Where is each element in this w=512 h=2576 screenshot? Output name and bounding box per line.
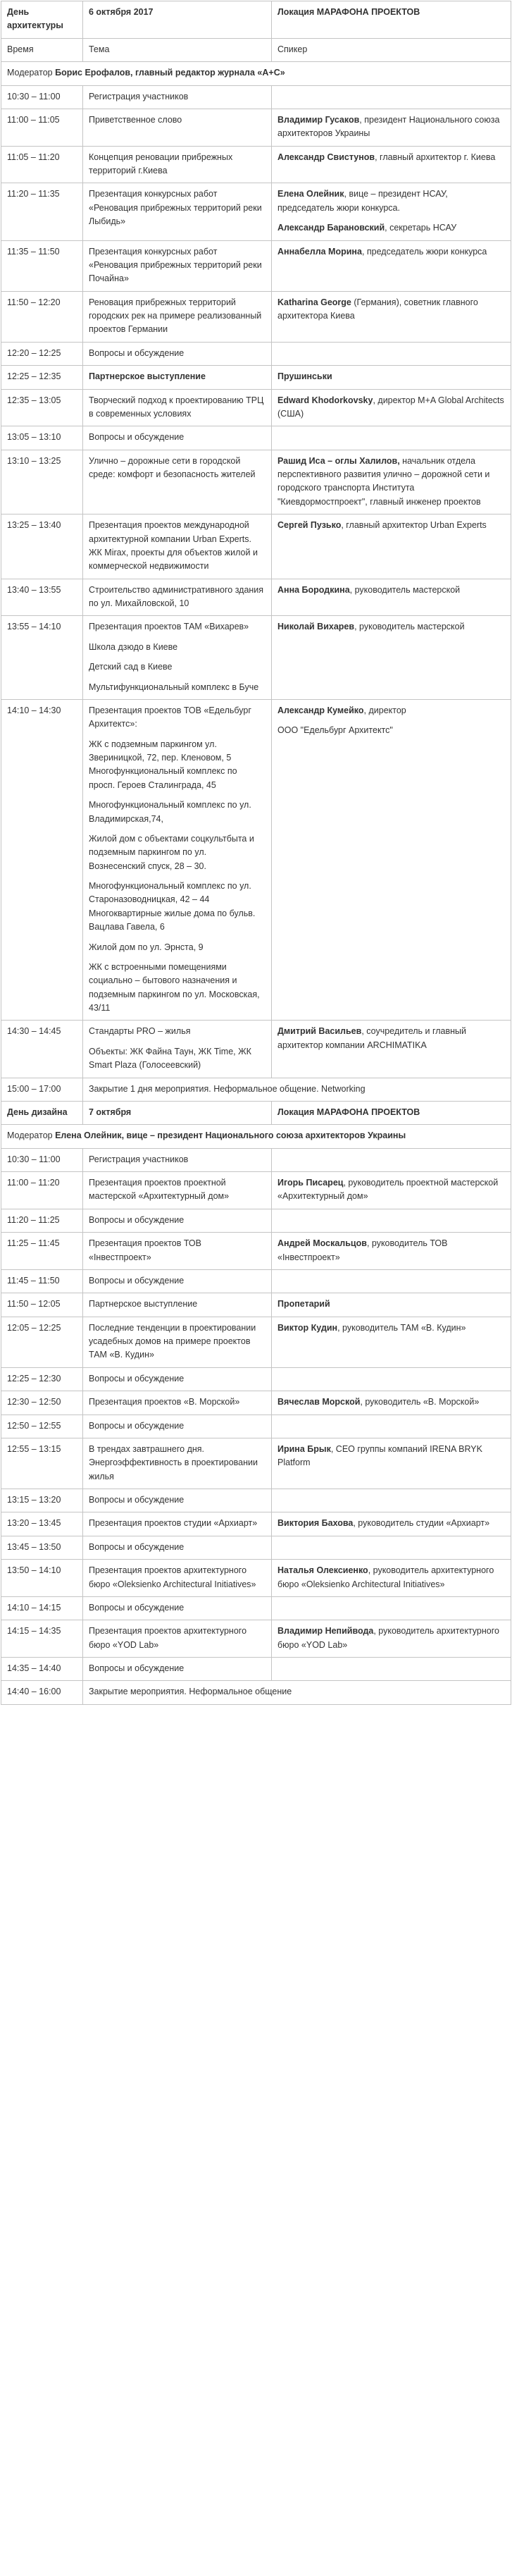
speaker-entry bbox=[277, 620, 505, 634]
schedule-row bbox=[1, 1560, 511, 1597]
schedule-row bbox=[1, 1489, 511, 1512]
session-time: 11:50 – 12:20 bbox=[1, 291, 83, 342]
schedule-row bbox=[1, 1233, 511, 1270]
speaker-name: Рашид Иса – оглы Халилов, bbox=[277, 455, 400, 466]
schedule-row bbox=[1, 1658, 511, 1681]
speaker-name: Виктор Кудин bbox=[277, 1322, 338, 1333]
schedule-row bbox=[1, 1391, 511, 1415]
speaker-name: Игорь Писарец bbox=[277, 1178, 344, 1188]
session-topic: Вопросы и обсуждение bbox=[83, 1415, 272, 1438]
session-time: 11:20 – 11:25 bbox=[1, 1209, 83, 1232]
session-speaker bbox=[272, 1293, 511, 1317]
session-topic: Презентация проектов проектной мастерской «Архитектурный дом» bbox=[83, 1172, 272, 1209]
session-topic: Вопросы и обсуждение bbox=[83, 1658, 272, 1681]
session-topic: Концепция реновации прибрежных территорий г.Киева bbox=[83, 146, 272, 183]
schedule-row bbox=[1, 291, 511, 342]
session-time: 13:10 – 13:25 bbox=[1, 450, 83, 514]
topic-line: Презентация проектов ТАМ «Вихарев» bbox=[89, 622, 249, 632]
session-topic: В трендах завтрашнего дня. Энергоэффективность в проектировании жилья bbox=[83, 1438, 272, 1489]
schedule-row bbox=[1, 342, 511, 365]
session-speaker bbox=[272, 1148, 511, 1171]
schedule-row bbox=[1, 146, 511, 183]
speaker-name: Пропетарий bbox=[277, 1299, 330, 1309]
speaker-name: Katharina George bbox=[277, 297, 351, 307]
moderator-name: Елена Олейник, вице – президент Национального союза архитекторов Украины bbox=[55, 1130, 406, 1141]
moderator-cell bbox=[1, 62, 511, 85]
speaker-name: Дмитрий Васильев bbox=[277, 1026, 362, 1037]
speaker-name: Вячеслав Морской bbox=[277, 1397, 361, 1407]
column-header-row bbox=[1, 38, 511, 61]
session-topic: Строительство административного здания по ул. Михайловской, 10 bbox=[83, 579, 272, 616]
speaker-entry bbox=[277, 1321, 505, 1335]
speaker-entry bbox=[277, 1395, 505, 1409]
session-time: 14:30 – 14:45 bbox=[1, 1021, 83, 1078]
session-topic: Вопросы и обсуждение bbox=[83, 1269, 272, 1293]
schedule-table bbox=[1, 1, 511, 1705]
speaker-name: Наталья Олексиенко bbox=[277, 1565, 368, 1576]
session-time: 11:25 – 11:45 bbox=[1, 1233, 83, 1270]
speaker-entry bbox=[277, 1517, 505, 1530]
speaker-name: Сергей Пузько bbox=[277, 520, 342, 531]
session-topic: Вопросы и обсуждение bbox=[83, 1596, 272, 1620]
schedule-row bbox=[1, 1596, 511, 1620]
speaker-role: ООО "Едельбург Архитектс" bbox=[277, 725, 393, 736]
session-speaker bbox=[272, 1233, 511, 1270]
speaker-role: , CEO группы компаний IRENA BRYK Platform bbox=[277, 1443, 482, 1468]
session-topic: Презентация проектов ТОВ «Інвестпроект» bbox=[83, 1233, 272, 1270]
schedule-row bbox=[1, 1317, 511, 1367]
speaker-role: , соучредитель и главный архитектор компании ARCHIMATIKA bbox=[277, 1026, 467, 1050]
session-speaker bbox=[272, 291, 511, 342]
speaker-role: , вице – президент НСАУ, председатель жюри конкурса. bbox=[277, 189, 448, 213]
speaker-entry bbox=[277, 584, 505, 597]
session-topic bbox=[83, 1021, 272, 1078]
day-date: 6 октября 2017 bbox=[83, 1, 272, 39]
speaker-name: Edward Khodorkovsky bbox=[277, 395, 373, 405]
session-speaker bbox=[272, 1560, 511, 1597]
day-location: Локация МАРАФОНА ПРОЕКТОВ bbox=[272, 1101, 511, 1124]
speaker-entry bbox=[277, 724, 505, 737]
topic-line: Жилой дом с объектами соцкультбыта и подземным паркингом по ул. Вознесенский спуск, 28 – 30. bbox=[89, 833, 254, 871]
speaker-role: , председатель жюри конкурса bbox=[361, 246, 487, 257]
topic-line: Жилой дом по ул. Эрнста, 9 bbox=[89, 942, 204, 952]
speaker-entry bbox=[277, 1443, 505, 1470]
session-time: 11:50 – 12:05 bbox=[1, 1293, 83, 1317]
schedule-row bbox=[1, 1078, 511, 1101]
session-topic: Презентация проектов архитектурного бюро «YOD Lab» bbox=[83, 1620, 272, 1658]
day-location: Локация МАРАФОНА ПРОЕКТОВ bbox=[272, 1, 511, 39]
schedule-row bbox=[1, 1148, 511, 1171]
topic-line: ЖК с встроенными помещениями социально – бытового назначения и подземным паркингом по ул. Московская, 43/11 bbox=[89, 961, 260, 1013]
schedule-row bbox=[1, 366, 511, 389]
session-topic: Улично – дорожные сети в городской среде: комфорт и безопасность жителей bbox=[83, 450, 272, 514]
session-topic: Презентация проектов международной архитектурной компании Urban Experts. ЖК Mirax, проекты для объектов жилой и коммерческой недвижимости bbox=[83, 514, 272, 579]
session-speaker bbox=[272, 699, 511, 1021]
session-topic: Последние тенденции в проектировании усадебных домов на примере проектов ТАМ «В. Кудин» bbox=[83, 1317, 272, 1367]
session-speaker bbox=[272, 1021, 511, 1078]
speaker-entry bbox=[277, 296, 505, 323]
speaker-entry bbox=[277, 370, 505, 383]
speaker-name: Виктория Бахова bbox=[277, 1518, 354, 1529]
speaker-name: Владимир Гусаков bbox=[277, 114, 360, 125]
session-time: 12:25 – 12:35 bbox=[1, 366, 83, 389]
speaker-name: Анна Бородкина bbox=[277, 584, 350, 595]
schedule-row bbox=[1, 1172, 511, 1209]
session-topic bbox=[83, 616, 272, 700]
speaker-entry bbox=[277, 221, 505, 235]
day-header-row bbox=[1, 1, 511, 39]
session-time: 13:25 – 13:40 bbox=[1, 514, 83, 579]
speaker-entry bbox=[277, 151, 505, 164]
session-time: 12:50 – 12:55 bbox=[1, 1415, 83, 1438]
session-speaker bbox=[272, 426, 511, 450]
schedule-row bbox=[1, 1269, 511, 1293]
session-speaker bbox=[272, 1489, 511, 1512]
session-speaker bbox=[272, 1391, 511, 1415]
session-topic: Презентация проектов «В. Морской» bbox=[83, 1391, 272, 1415]
speaker-name: Аннабелла Морина bbox=[277, 246, 362, 257]
session-speaker bbox=[272, 183, 511, 240]
schedule-row bbox=[1, 1536, 511, 1559]
moderator-row bbox=[1, 1125, 511, 1148]
session-topic: Презентация проектов студии «Архиарт» bbox=[83, 1512, 272, 1536]
session-topic: Вопросы и обсуждение bbox=[83, 342, 272, 365]
speaker-name: Владимир Непийвода bbox=[277, 1626, 374, 1637]
topic-line: Детский сад в Киеве bbox=[89, 662, 173, 672]
speaker-name: Прушинськи bbox=[277, 371, 332, 382]
speaker-role: , руководитель ТАМ «В. Кудин» bbox=[337, 1322, 466, 1333]
speaker-entry bbox=[277, 113, 505, 141]
session-time: 10:30 – 11:00 bbox=[1, 1148, 83, 1171]
moderator-row bbox=[1, 62, 511, 85]
speaker-role: , руководитель студии «Архиарт» bbox=[353, 1518, 490, 1529]
schedule-row bbox=[1, 389, 511, 426]
session-topic: Реновация прибрежных территорий городских рек на примере реализованный проектов Германии bbox=[83, 291, 272, 342]
speaker-entry bbox=[277, 1176, 505, 1204]
speaker-name: Александр Кумейко bbox=[277, 705, 364, 715]
topic-line: Школа дзюдо в Киеве bbox=[89, 641, 178, 652]
speaker-role: , руководитель «В. Морской» bbox=[360, 1397, 480, 1407]
session-speaker bbox=[272, 1536, 511, 1559]
speaker-name: Ирина Брык bbox=[277, 1443, 331, 1454]
session-speaker bbox=[272, 1596, 511, 1620]
session-topic bbox=[83, 699, 272, 1021]
speaker-role: , главный архитектор Urban Experts bbox=[341, 520, 487, 531]
session-time: 12:30 – 12:50 bbox=[1, 1391, 83, 1415]
speaker-name: Андрей Москальцов bbox=[277, 1238, 367, 1249]
session-speaker bbox=[272, 1172, 511, 1209]
column-topic: Тема bbox=[83, 38, 272, 61]
speaker-role: , директор bbox=[363, 705, 406, 715]
speaker-role: , руководитель архитектурного бюро «Oleksienko Architectural Initiatives» bbox=[277, 1565, 494, 1589]
column-speaker: Спикер bbox=[272, 38, 511, 61]
topic-line: Многофункциональный комплекс по ул. Владимирская,74, bbox=[89, 800, 251, 824]
session-topic: Вопросы и обсуждение bbox=[83, 1489, 272, 1512]
session-speaker bbox=[272, 1512, 511, 1536]
schedule-row bbox=[1, 1681, 511, 1704]
session-time: 10:30 – 11:00 bbox=[1, 85, 83, 109]
speaker-role: , руководитель проектной мастерской «Архитектурный дом» bbox=[277, 1178, 499, 1202]
schedule-row bbox=[1, 183, 511, 240]
schedule-row bbox=[1, 1415, 511, 1438]
session-speaker bbox=[272, 1367, 511, 1391]
speaker-name: Александр Свистунов bbox=[277, 152, 375, 162]
schedule-row bbox=[1, 85, 511, 109]
speaker-entry bbox=[277, 1237, 505, 1264]
session-speaker bbox=[272, 1415, 511, 1438]
session-time: 13:05 – 13:10 bbox=[1, 426, 83, 450]
schedule-row bbox=[1, 450, 511, 514]
session-speaker bbox=[272, 1209, 511, 1232]
schedule-row bbox=[1, 1021, 511, 1078]
session-speaker bbox=[272, 366, 511, 389]
day-title: День архитектуры bbox=[1, 1, 83, 39]
session-topic: Вопросы и обсуждение bbox=[83, 1367, 272, 1391]
speaker-entry bbox=[277, 245, 505, 259]
moderator-prefix: Модератор bbox=[7, 1130, 56, 1141]
session-time: 14:40 – 16:00 bbox=[1, 1681, 83, 1704]
moderator-prefix: Модератор bbox=[7, 68, 56, 78]
session-time: 14:10 – 14:30 bbox=[1, 699, 83, 1021]
session-topic: Вопросы и обсуждение bbox=[83, 426, 272, 450]
session-time: 14:35 – 14:40 bbox=[1, 1658, 83, 1681]
session-topic: Презентация конкурсных работ «Реновация прибрежных территорий реки Лыбидь» bbox=[83, 183, 272, 240]
session-speaker bbox=[272, 109, 511, 146]
speaker-name: Николай Вихарев bbox=[277, 622, 355, 632]
session-time: 11:35 – 11:50 bbox=[1, 240, 83, 291]
session-time: 13:50 – 14:10 bbox=[1, 1560, 83, 1597]
session-topic: Вопросы и обсуждение bbox=[83, 1536, 272, 1559]
session-time: 12:35 – 13:05 bbox=[1, 389, 83, 426]
speaker-entry bbox=[277, 394, 505, 421]
speaker-role: , руководитель архитектурного бюро «YOD Lab» bbox=[277, 1626, 499, 1650]
session-time: 11:20 – 11:35 bbox=[1, 183, 83, 240]
session-time: 13:40 – 13:55 bbox=[1, 579, 83, 616]
schedule-row bbox=[1, 579, 511, 616]
schedule-row bbox=[1, 514, 511, 579]
session-topic: Презентация проектов архитектурного бюро «Oleksienko Architectural Initiatives» bbox=[83, 1560, 272, 1597]
speaker-entry bbox=[277, 1564, 505, 1591]
session-time: 13:55 – 14:10 bbox=[1, 616, 83, 700]
speaker-entry bbox=[277, 704, 505, 717]
speaker-role: , руководитель ТОВ «Інвестпроект» bbox=[277, 1238, 448, 1262]
topic-line: ЖК с подземным паркингом ул. Звериницкой, 72, пер. Кленовом, 5 Многофункциональный комплекс по просп. Героев Сталинграда, 45 bbox=[89, 739, 237, 790]
session-speaker bbox=[272, 1620, 511, 1658]
session-time: 15:00 – 17:00 bbox=[1, 1078, 83, 1101]
session-time: 13:15 – 13:20 bbox=[1, 1489, 83, 1512]
session-time: 14:15 – 14:35 bbox=[1, 1620, 83, 1658]
topic-line: Презентация проектов ТОВ «Едельбург Архитектс»: bbox=[89, 705, 251, 729]
session-closing: Закрытие 1 дня мероприятия. Неформальное общение. Networking bbox=[83, 1078, 511, 1101]
schedule-row bbox=[1, 1209, 511, 1232]
speaker-entry bbox=[277, 1298, 505, 1311]
moderator-name: Борис Ерофалов, главный редактор журнала «А+С» bbox=[55, 68, 285, 78]
speaker-role: , секретарь НСАУ bbox=[385, 223, 457, 233]
schedule-row bbox=[1, 1438, 511, 1489]
schedule-row bbox=[1, 1620, 511, 1658]
session-topic: Партнерское выступление bbox=[83, 1293, 272, 1317]
session-closing: Закрытие мероприятия. Неформальное общение bbox=[83, 1681, 511, 1704]
schedule-row bbox=[1, 1512, 511, 1536]
topic-line: Многофункциональный комплекс по ул. Староназоводницкая, 42 – 44 Многоквартирные жилые дома по бульв. Вацлава Гавела, 6 bbox=[89, 881, 256, 932]
schedule-row bbox=[1, 1293, 511, 1317]
speaker-role: , руководитель мастерской bbox=[349, 584, 461, 595]
session-time: 11:45 – 11:50 bbox=[1, 1269, 83, 1293]
speaker-entry bbox=[277, 519, 505, 532]
session-topic: Регистрация участников bbox=[83, 1148, 272, 1171]
session-time: 12:20 – 12:25 bbox=[1, 342, 83, 365]
session-speaker bbox=[272, 389, 511, 426]
session-speaker bbox=[272, 85, 511, 109]
session-topic: Презентация конкурсных работ «Реновация прибрежных территорий реки Почайна» bbox=[83, 240, 272, 291]
speaker-role: начальник отдела перспективного развития улично – дорожной сети и городского транспорта Института "Киевдормостпроект", главный инженер проектов bbox=[277, 455, 490, 507]
session-speaker bbox=[272, 1269, 511, 1293]
session-time: 14:10 – 14:15 bbox=[1, 1596, 83, 1620]
session-speaker bbox=[272, 342, 511, 365]
speaker-entry bbox=[277, 1025, 505, 1052]
moderator-cell bbox=[1, 1125, 511, 1148]
session-speaker bbox=[272, 514, 511, 579]
schedule-row bbox=[1, 240, 511, 291]
schedule-row bbox=[1, 426, 511, 450]
session-time: 13:20 – 13:45 bbox=[1, 1512, 83, 1536]
schedule-row bbox=[1, 699, 511, 1021]
session-topic: Партнерское выступление bbox=[83, 366, 272, 389]
session-speaker bbox=[272, 146, 511, 183]
speaker-entry bbox=[277, 455, 505, 510]
schedule-row bbox=[1, 1367, 511, 1391]
session-speaker bbox=[272, 450, 511, 514]
speaker-entry bbox=[277, 187, 505, 215]
session-time: 13:45 – 13:50 bbox=[1, 1536, 83, 1559]
day-title: День дизайна bbox=[1, 1101, 83, 1124]
session-time: 12:05 – 12:25 bbox=[1, 1317, 83, 1367]
speaker-entry bbox=[277, 1625, 505, 1652]
schedule-row bbox=[1, 616, 511, 700]
session-speaker bbox=[272, 616, 511, 700]
session-time: 11:00 – 11:20 bbox=[1, 1172, 83, 1209]
topic-line: Объекты: ЖК Файна Таун, ЖК Time, ЖК Smart Plaza (Голосеевский) bbox=[89, 1046, 251, 1071]
session-speaker bbox=[272, 1438, 511, 1489]
session-topic: Вопросы и обсуждение bbox=[83, 1209, 272, 1232]
session-topic: Приветственное слово bbox=[83, 109, 272, 146]
speaker-role: , директор M+A Global Architects (США) bbox=[277, 395, 504, 419]
speaker-name: Александр Барановский bbox=[277, 223, 385, 233]
speaker-name: Елена Олейник bbox=[277, 189, 344, 199]
session-time: 11:05 – 11:20 bbox=[1, 146, 83, 183]
speaker-role: , главный архитектор г. Киева bbox=[375, 152, 496, 162]
column-time: Время bbox=[1, 38, 83, 61]
session-time: 12:55 – 13:15 bbox=[1, 1438, 83, 1489]
speaker-role: , президент Национального союза архитекторов Украины bbox=[277, 114, 500, 139]
speaker-role: (Германия), советник главного архитектора Киева bbox=[277, 297, 478, 321]
topic-line: Стандарты PRO – жилья bbox=[89, 1026, 191, 1037]
day-header-row bbox=[1, 1101, 511, 1124]
session-topic: Регистрация участников bbox=[83, 85, 272, 109]
session-speaker bbox=[272, 1658, 511, 1681]
speaker-role: , руководитель мастерской bbox=[354, 622, 465, 632]
session-time: 12:25 – 12:30 bbox=[1, 1367, 83, 1391]
session-topic: Творческий подход к проектированию ТРЦ в современных условиях bbox=[83, 389, 272, 426]
session-time: 11:00 – 11:05 bbox=[1, 109, 83, 146]
topic-line: Мультифункциональный комплекс в Буче bbox=[89, 682, 259, 692]
schedule-row bbox=[1, 109, 511, 146]
session-speaker bbox=[272, 1317, 511, 1367]
day-date: 7 октября bbox=[83, 1101, 272, 1124]
session-speaker bbox=[272, 240, 511, 291]
session-speaker bbox=[272, 579, 511, 616]
